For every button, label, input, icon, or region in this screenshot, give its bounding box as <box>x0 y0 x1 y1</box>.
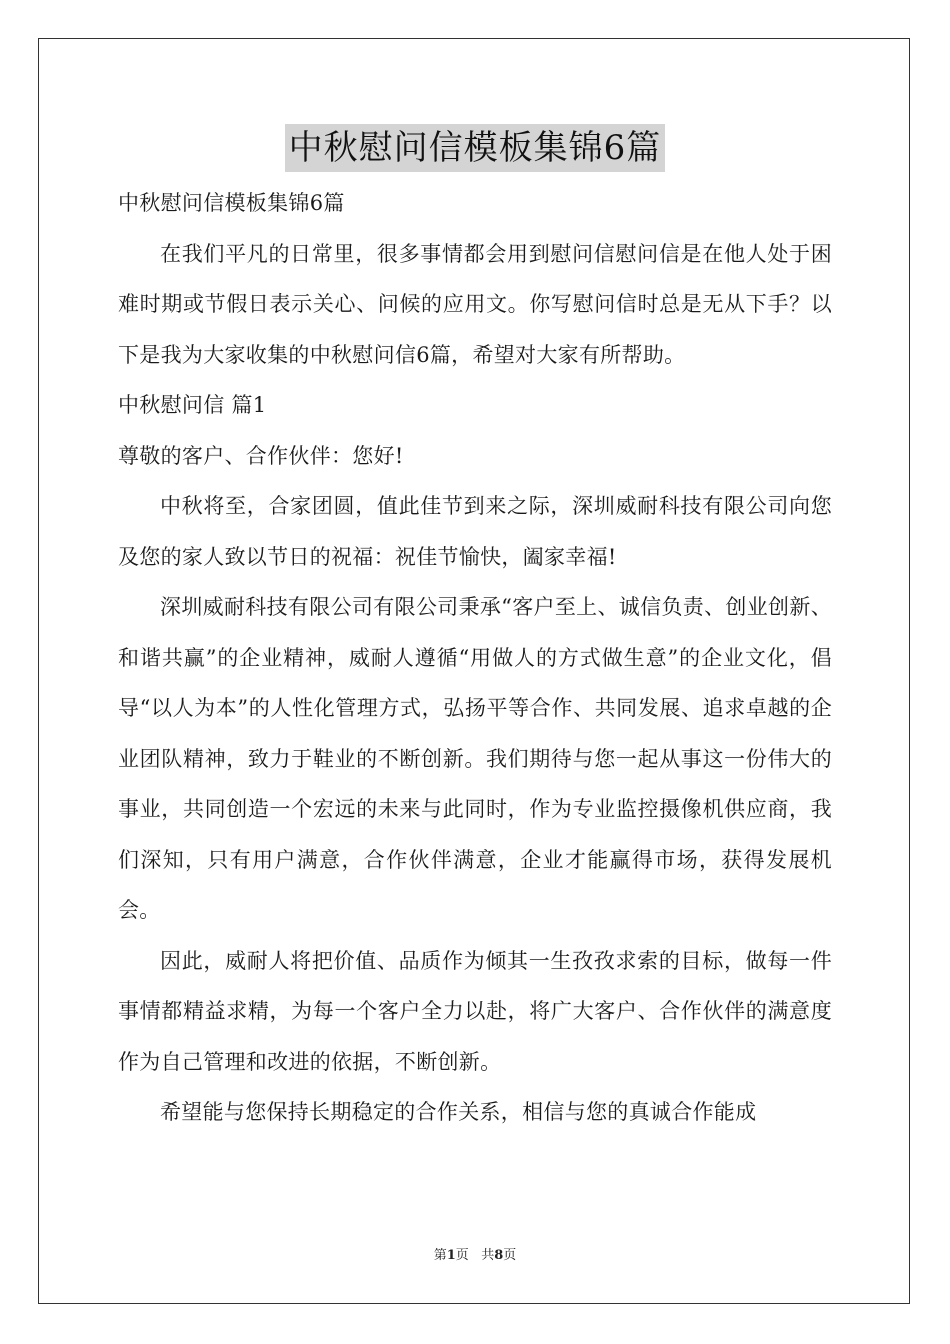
paragraph-company-spirit: 深圳威耐科技有限公司有限公司秉承“客户至上、诚信负责、创业创新、和谐共赢”的企业精神，威耐人遵循“用做人的方式做生意”的企业文化，倡导“以人为本”的人性化管理方式，弘扬平等合作、共同发展、追求卓越的企业团队精神，致力于鞋业的不断创新。我们期待与您一起从事这一份伟大的事业，共同创造一个宏远的未来与此同时，作为专业监控摄像机供应商，我们深知，只有用户满意，合作伙伴满意，企业才能赢得市场，获得发展机会。 <box>118 595 832 922</box>
title-container <box>0 124 950 172</box>
document-title: 中秋慰问信模板集锦6篇 <box>285 124 666 172</box>
letter-salutation: 尊敬的客户、合作伙伴：您好! <box>118 443 404 468</box>
page-prefix: 第 <box>433 1248 447 1263</box>
total-suffix: 页 <box>503 1248 517 1263</box>
paragraph-value-quality: 因此，威耐人将把价值、品质作为倾其一生孜孜求索的目标，做每一件事情都精益求精，为每一个客户全力以赴，将广大客户、合作伙伴的满意度作为自己管理和改进的依据，不断创新。 <box>118 948 832 1074</box>
paragraph-cooperation: 希望能与您保持长期稳定的合作关系，相信与您的真诚合作能成 <box>160 1100 757 1124</box>
paragraph-greeting: 中秋将至，合家团圆，值此佳节到来之际，深圳威耐科技有限公司向您及您的家人致以节日的祝福：祝佳节愉快，阖家幸福! <box>118 494 832 569</box>
section-heading: 中秋慰问信 篇1 <box>118 393 267 417</box>
total-prefix: 共 <box>481 1248 495 1263</box>
page-footer <box>0 1244 950 1263</box>
document-subtitle: 中秋慰问信模板集锦6篇 <box>118 191 345 215</box>
paragraph-intro: 在我们平凡的日常里，很多事情都会用到慰问信慰问信是在他人处于困难时期或节假日表示关心、问候的应用文。你写慰问信时总是无从下手？以下是我为大家收集的中秋慰问信6篇，希望对大家有所帮助。 <box>118 241 832 367</box>
page-total: 8 <box>494 1248 504 1263</box>
page-suffix: 页 <box>455 1248 469 1263</box>
page-current: 1 <box>446 1248 456 1263</box>
document-body <box>118 178 832 1138</box>
